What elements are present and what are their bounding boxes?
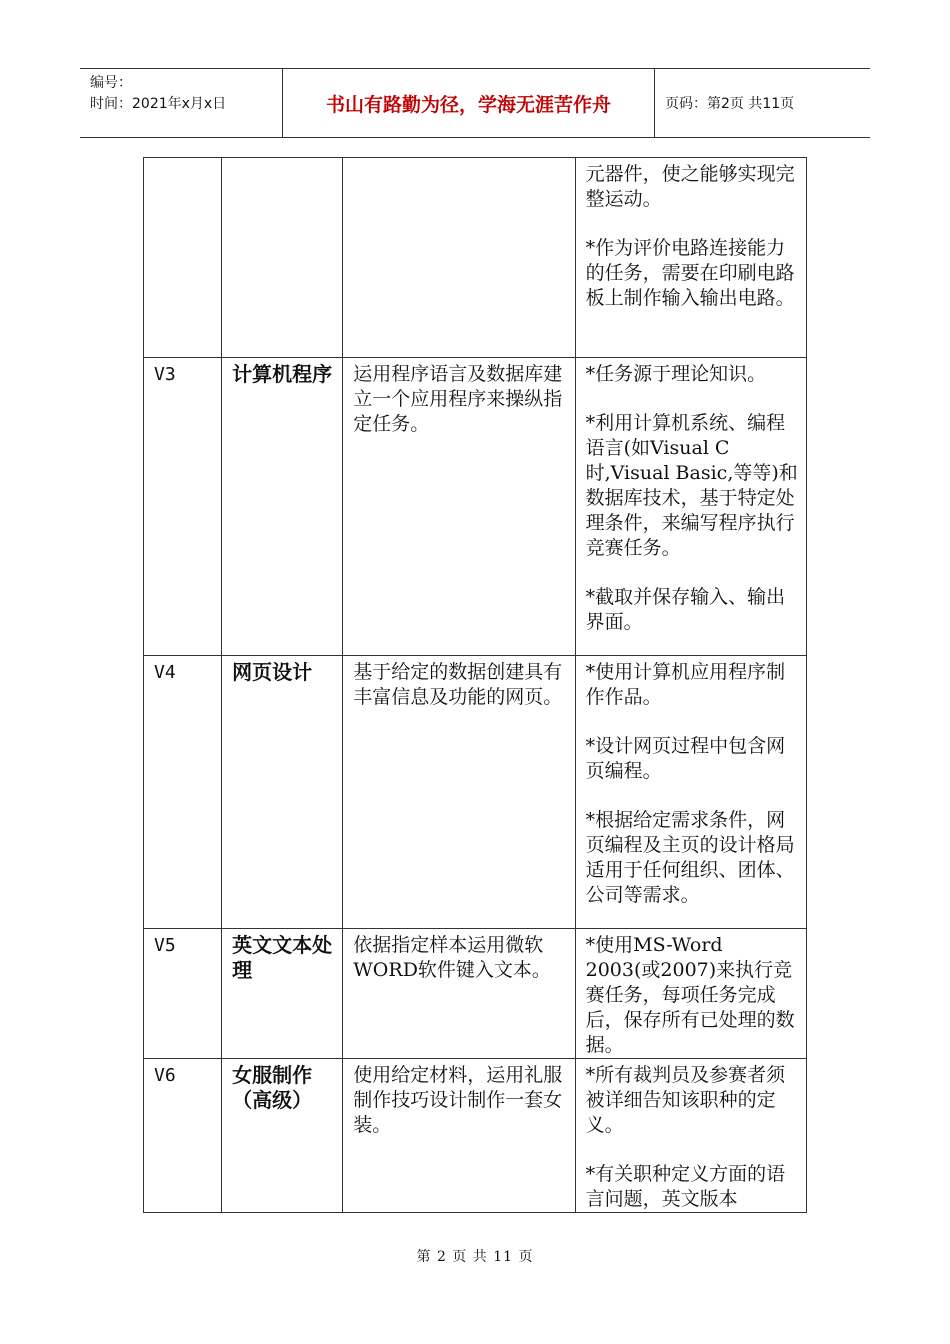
skills-table <box>143 157 807 1213</box>
skill-name <box>222 158 343 358</box>
table-row <box>144 358 807 656</box>
skill-description: 基于给定的数据创建具有丰富信息及功能的网页。 <box>343 656 575 929</box>
header-motto: 书山有路勤为径，学海无涯苦作舟 <box>283 69 655 137</box>
table-row <box>144 929 807 1059</box>
table-row <box>144 1059 807 1213</box>
note-paragraph: *截取并保存输入、输出界面。 <box>585 586 786 633</box>
header-page-info: 页码：第2页 共11页 <box>665 96 795 112</box>
note-paragraph: *作为评价电路连接能力的任务，需要在印刷电路板上制作输入输出电路。 <box>585 237 795 309</box>
header-meta <box>80 69 283 137</box>
skill-code <box>144 158 222 358</box>
note-paragraph: *有关职种定义方面的语言问题，英文版本 <box>585 1163 786 1210</box>
table-row <box>144 656 807 929</box>
skill-notes <box>575 158 806 358</box>
page-header <box>80 68 870 138</box>
skill-name: 英文文本处理 <box>222 929 343 1059</box>
document-number-label: 编号： <box>90 75 132 91</box>
skill-code: V3 <box>144 358 222 656</box>
page-footer: 第 2 页 共 11 页 <box>416 1249 534 1265</box>
skill-description: 依据指定样本运用微软WORD软件键入文本。 <box>343 929 575 1059</box>
note-paragraph: *任务源于理论知识。 <box>585 363 767 385</box>
skill-name: 网页设计 <box>222 656 343 929</box>
note-paragraph: 元器件，使之能够实现完整运动。 <box>585 163 795 210</box>
skill-name: 计算机程序 <box>222 358 343 656</box>
note-paragraph: *使用计算机应用程序制作作品。 <box>585 661 786 708</box>
skill-description: 使用给定材料，运用礼服制作技巧设计制作一套女装。 <box>343 1059 575 1213</box>
note-paragraph: *根据给定需求条件，网页编程及主页的设计格局适用于任何组织、团体、公司等需求。 <box>585 809 795 906</box>
note-paragraph: *利用计算机系统、编程语言(如Visual C 时,Visual Basic,等等)和数据库技术，基于特定处理条件，来编写程序执行竞赛任务。 <box>585 412 798 559</box>
note-paragraph: *使用MS-Word 2003(或2007)来执行竞赛任务，每项任务完成后，保存所有已处理的数据。 <box>585 934 795 1056</box>
skill-code: V4 <box>144 656 222 929</box>
note-paragraph: *所有裁判员及参赛者须被详细告知该职种的定义。 <box>585 1064 786 1136</box>
skill-description: 运用程序语言及数据库建立一个应用程序来操纵指定任务。 <box>343 358 575 656</box>
skill-code: V5 <box>144 929 222 1059</box>
document-time-label: 时间：2021年x月x日 <box>90 96 227 112</box>
skill-notes <box>575 656 806 929</box>
table-row <box>144 158 807 358</box>
skill-description <box>343 158 575 358</box>
skill-name: 女服制作（高级） <box>222 1059 343 1213</box>
note-paragraph: *设计网页过程中包含网页编程。 <box>585 735 786 782</box>
skill-notes <box>575 358 806 656</box>
skill-code: V6 <box>144 1059 222 1213</box>
skill-notes <box>575 1059 806 1213</box>
skill-notes <box>575 929 806 1059</box>
